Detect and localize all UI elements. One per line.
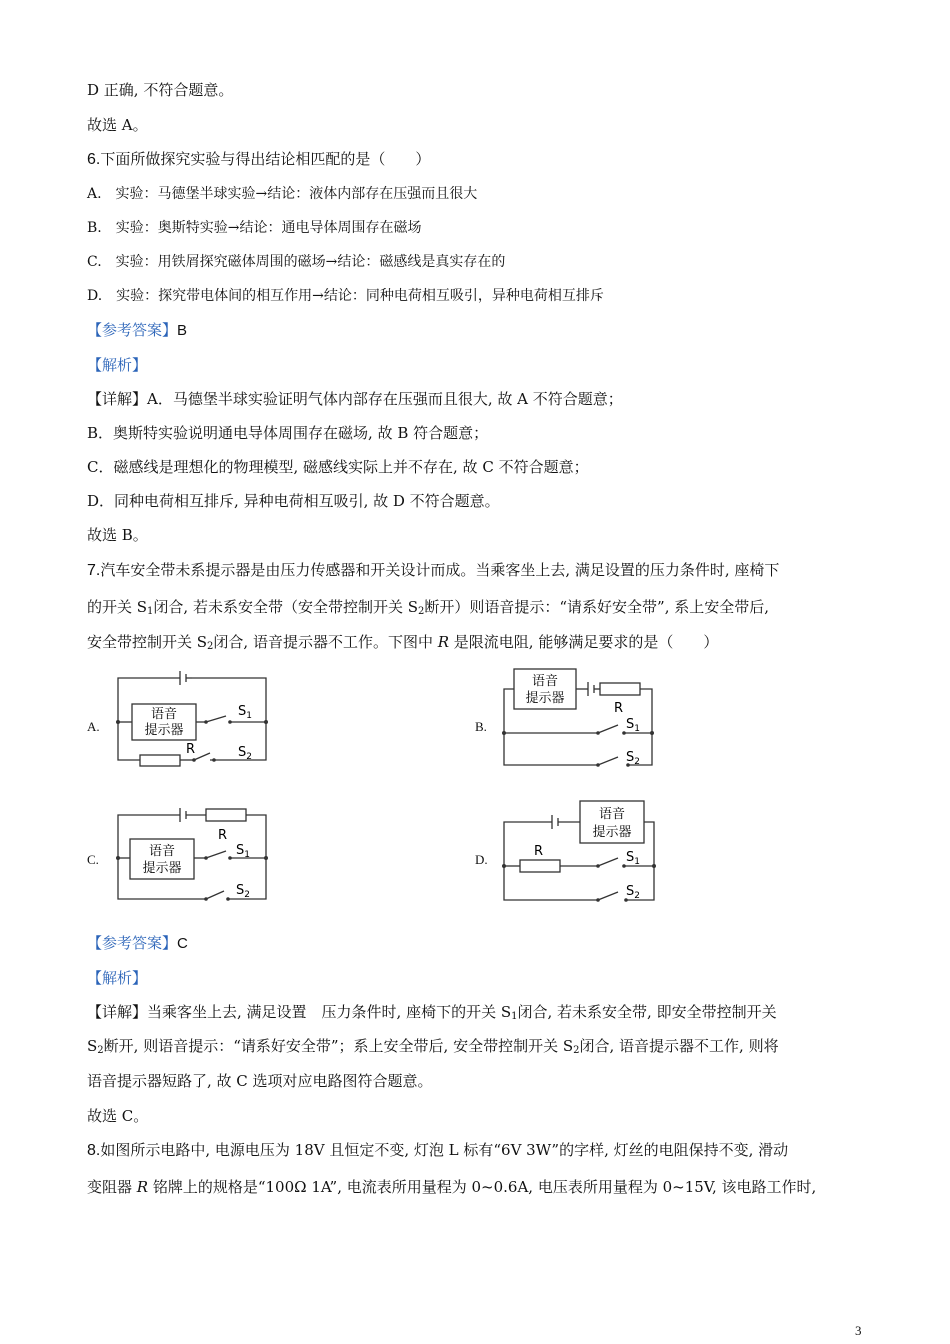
device-d-line2: 提示器 bbox=[592, 825, 632, 840]
q6-detail-c: C．磁感线是理想化的物理模型, 磁感线实际上并不存在, 故 C 不符合题意； bbox=[87, 458, 589, 476]
q6-number: 6. bbox=[87, 151, 101, 168]
q6-detail-a-text: A．马德堡半球实验证明气体内部存在压强而且很大, 故 A 不符合题意； bbox=[147, 390, 623, 408]
q8-number: 8. bbox=[87, 1142, 101, 1159]
device-b-line2: 提示器 bbox=[525, 691, 565, 706]
q6-stem-text: 下面所做探究实验与得出结论相匹配的是（ ） bbox=[100, 150, 431, 168]
a-s2-label bbox=[238, 745, 252, 762]
q7-stem3-c: 是限流电阻, 能够满足要求的是（ ） bbox=[449, 633, 719, 651]
q6-detail-a bbox=[87, 389, 623, 409]
device-a-line1: 语音 bbox=[150, 707, 178, 722]
diagram-d-label: D. bbox=[475, 852, 488, 867]
q7-choose: 故选 C。 bbox=[87, 1107, 149, 1125]
q8-line2-b: 铭牌上的规格是“100Ω 1A”, 电流表所用量程为 0~0.6A, 电压表所用量程为 0~15V, 该电路工作时, bbox=[148, 1178, 817, 1196]
circuit-diagram-d bbox=[500, 798, 665, 904]
q7-stem2-b: 闭合, 若未系安全带（安全带控制开关 S bbox=[153, 598, 419, 616]
b-s1-sub: 1 bbox=[634, 724, 640, 734]
diagram-c-label: C. bbox=[87, 852, 99, 867]
device-c-line1: 语音 bbox=[148, 844, 176, 859]
q7-detail1-b: 闭合, 若未系安全带, 即安全带控制开关 bbox=[517, 1003, 777, 1021]
c-s1-sub: 1 bbox=[244, 850, 250, 860]
q7-answer-tag: 【参考答案】 bbox=[87, 934, 178, 952]
diagram-a-label: A. bbox=[87, 719, 100, 734]
q8-line1-text: 如图所示电路中, 电源电压为 18V 且恒定不变, 灯泡 L 标有“6V 3W”的字样, 灯丝的电阻保持不变, 滑动 bbox=[100, 1141, 789, 1159]
c-s1-label bbox=[236, 843, 250, 860]
q7-stem3-sub2: 2 bbox=[207, 641, 214, 652]
q6-analysis-tag: 【解析】 bbox=[87, 356, 148, 374]
q7-stem2-a: 的开关 S bbox=[87, 598, 148, 616]
d-s1-label bbox=[626, 850, 640, 867]
prev-d-line: D 正确, 不符合题意。 bbox=[87, 81, 234, 99]
q6-option-c: C. 实验：用铁屑探究磁体周围的磁场→结论：磁感线是真实存在的 bbox=[87, 254, 506, 270]
q8-line2-r: R bbox=[136, 1178, 149, 1196]
circuit-diagram-b bbox=[500, 665, 660, 770]
q7-stem-line2 bbox=[87, 597, 769, 622]
b-s1-label bbox=[626, 717, 640, 734]
q7-detail-line2 bbox=[87, 1036, 779, 1061]
page-number: 3 bbox=[855, 1323, 862, 1338]
q6-option-d: D. 实验：探究带电体间的相互作用→结论：同种电荷相互吸引，异种电荷相互排斥 bbox=[87, 288, 604, 304]
q7-detail2-b: 断开, 则语音提示：“请系好安全带”；系上安全带后, 安全带控制开关 S bbox=[103, 1037, 574, 1055]
q7-number: 7. bbox=[87, 562, 101, 579]
q7-detail-line1 bbox=[87, 1002, 777, 1027]
q6-choose: 故选 B。 bbox=[87, 526, 148, 544]
q7-stem3-r: R bbox=[437, 633, 450, 651]
c-s2-sub: 2 bbox=[244, 890, 250, 900]
q6-answer bbox=[87, 320, 187, 341]
b-s1-s: S bbox=[626, 717, 635, 732]
q7-stem2-c: 断开）则语音提示：“请系好安全带”, 系上安全带后, bbox=[424, 598, 770, 616]
a-s1-label bbox=[238, 704, 252, 721]
c-s2-label bbox=[236, 883, 250, 900]
diagram-b-label: B. bbox=[475, 719, 487, 734]
q7-stem2-sub1: 1 bbox=[147, 606, 154, 617]
d-s2-sub: 2 bbox=[634, 891, 640, 901]
a-r-label: R bbox=[186, 742, 196, 757]
c-s2-s: S bbox=[236, 883, 245, 898]
b-r-label: R bbox=[614, 701, 624, 716]
d-s2-s: S bbox=[626, 884, 635, 899]
q8-line2-a: 变阻器 bbox=[87, 1178, 137, 1196]
q7-detail1-sub1: 1 bbox=[511, 1011, 518, 1022]
q7-answer-value: C bbox=[177, 935, 188, 952]
c-r-label: R bbox=[218, 828, 228, 843]
q7-analysis-tag: 【解析】 bbox=[87, 969, 148, 987]
q7-stem2-sub2: 2 bbox=[418, 606, 425, 617]
q7-detail2-a: S bbox=[87, 1037, 98, 1055]
a-s1-sub: 1 bbox=[246, 711, 252, 721]
prev-choose: 故选 A。 bbox=[87, 116, 148, 134]
q6-detail-b: B．奥斯特实验说明通电导体周围存在磁场, 故 B 符合题意； bbox=[87, 424, 489, 442]
b-s2-sub: 2 bbox=[634, 757, 640, 767]
q6-answer-value: B bbox=[177, 322, 188, 339]
q7-stem-line3 bbox=[87, 632, 718, 657]
q6-option-a: A. 实验：马德堡半球实验→结论：液体内部存在压强而且很大 bbox=[87, 186, 478, 202]
d-r-label: R bbox=[534, 844, 544, 859]
q7-detail2-c: 闭合, 语音提示器不工作, 则将 bbox=[579, 1037, 779, 1055]
q7-stem-line1 bbox=[87, 560, 779, 581]
q6-option-b: B. 实验：奥斯特实验→结论：通电导体周围存在磁场 bbox=[87, 220, 422, 236]
q7-detail-line3: 语音提示器短路了, 故 C 选项对应电路图符合题意。 bbox=[87, 1072, 433, 1090]
a-s1-s: S bbox=[238, 704, 247, 719]
device-d-line1: 语音 bbox=[598, 807, 626, 822]
b-s2-s: S bbox=[626, 750, 635, 765]
c-s1-s: S bbox=[236, 843, 245, 858]
q7-detail-tag: 【详解】 bbox=[87, 1003, 148, 1021]
q7-stem3-a: 安全带控制开关 S bbox=[87, 633, 208, 651]
q8-line2 bbox=[87, 1177, 816, 1197]
q7-detail2-sub2b: 2 bbox=[573, 1045, 580, 1056]
q7-detail2-sub2a: 2 bbox=[97, 1045, 104, 1056]
device-b-line1: 语音 bbox=[531, 674, 559, 689]
d-s1-sub: 1 bbox=[634, 857, 640, 867]
circuit-diagram-c bbox=[110, 803, 275, 905]
circuit-diagram-a bbox=[110, 668, 275, 770]
b-s2-label bbox=[626, 750, 640, 767]
a-s2-s: S bbox=[238, 745, 247, 760]
d-s1-s: S bbox=[626, 850, 635, 865]
d-s2-label bbox=[626, 884, 640, 901]
q7-detail1-a: 当乘客坐上去, 满足设置 压力条件时, 座椅下的开关 S bbox=[147, 1003, 512, 1021]
q7-answer bbox=[87, 933, 188, 954]
q6-detail-d: D．同种电荷相互排斥, 异种电荷相互吸引, 故 D 不符合题意。 bbox=[87, 492, 500, 510]
q6-stem bbox=[87, 149, 430, 170]
q7-stem1: 汽车安全带未系提示器是由压力传感器和开关设计而成。当乘客坐上去, 满足设置的压力条件时, 座椅下 bbox=[100, 561, 780, 579]
q6-answer-tag: 【参考答案】 bbox=[87, 321, 178, 339]
device-c-line2: 提示器 bbox=[142, 861, 182, 876]
a-s2-sub: 2 bbox=[246, 752, 252, 762]
q7-stem3-b: 闭合, 语音提示器不工作。下图中 bbox=[213, 633, 438, 651]
device-a-line2: 提示器 bbox=[144, 723, 184, 738]
q8-line1 bbox=[87, 1140, 788, 1161]
q6-detail-tag: 【详解】 bbox=[87, 390, 148, 408]
